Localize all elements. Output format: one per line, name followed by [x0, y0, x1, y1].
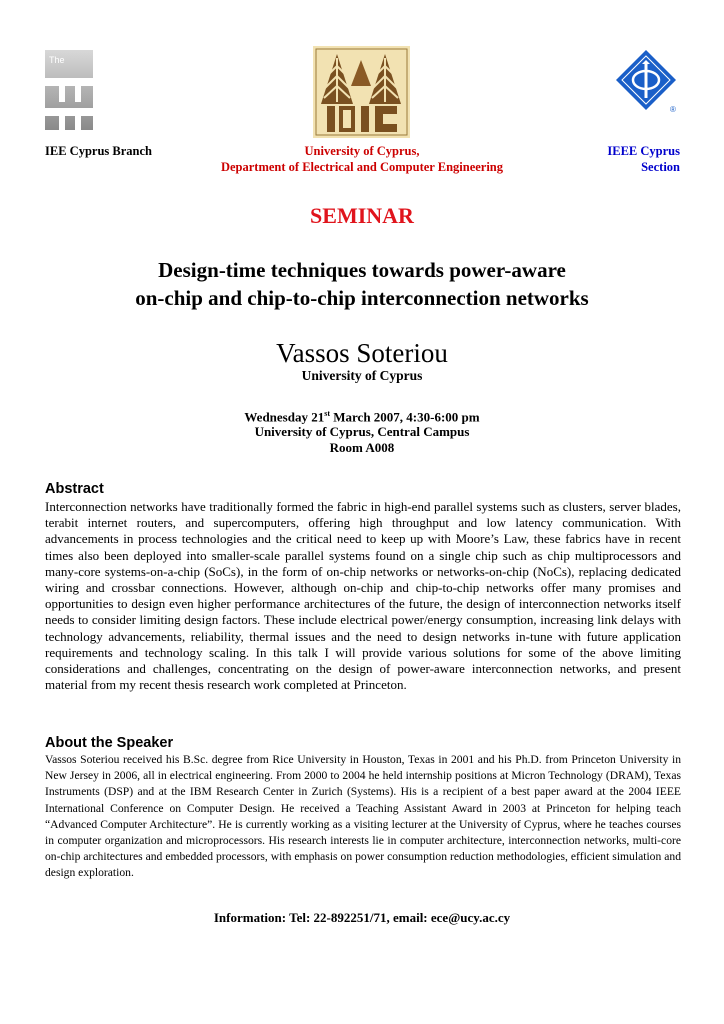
ieee-cyprus: IEEE Cyprus — [607, 144, 680, 158]
title-line-1: Design-time techniques towards power-aware — [158, 258, 566, 282]
contact-information: Information: Tel: 22-892251/71, email: ece@ucy.ac.cy — [213, 910, 511, 925]
ieee-registered-mark: ® — [670, 105, 676, 114]
iee-logo — [45, 50, 93, 130]
seminar-heading: SEMINAR — [310, 203, 414, 228]
about-speaker-heading: About the Speaker — [45, 735, 174, 751]
department-name: Department of Electrical and Computer Engineering — [220, 160, 504, 174]
ieee-section: Section — [641, 160, 680, 174]
university-name: University of Cyprus, — [304, 144, 420, 158]
ieee-logo — [612, 48, 680, 114]
about-speaker-body: Vassos Soteriou received his B.Sc. degree from Rice University in Houston, Texas in 2001 and his Ph.D. from Princeton University in New Jersey in 2006, all in electrical engineering. From 2000 to 2004 he held internship positions at Micron Technology (DRAM), Texas Instruments (DSP) and at the IBM Research Center in Zurich (Systems). His is a recipient of a best paper award at the 2004 IEEE International Conference on Computer Design. He received a Teaching Assistant Award in 2003 at Princeton for helping teach “Advanced Computer Architecture”. He is currently working as a visiting lecturer at the University of Cyprus, where he teaches courses in computer organization and microprocessors. His research interests lie in computer architecture, interconnection networks, multi-core on-chip architectures and embedded processors, with emphasis on power consumption reduction methodologies, efficient simulation and design exploration. — [45, 753, 681, 880]
abstract-body: Interconnection networks have traditionally formed the fabric in high-end parallel systems such as clusters, server blades, terabit internet routers, and supercomputers, offering high throughput and low latency communication. With advancements in process technologies and the critical need to keep up with Moore’s Law, these fabrics have in recent times also been deployed into smaller-scale parallel systems found on a single chip such as chip multiprocessors and many-core systems-on-a-chip (SoCs), in the form of on-chip networks or networks-on-chip (NoCs), replacing dedicated wiring and crossbar connections. However, although on-chip and chip-to-chip networks offer many promises and opportunities to design even higher performance architectures of the future, the design of interconnection networks itself needs to consider limiting design factors. These include electrical power/energy consumption, increasing link delays with technology advancements, reliability, thermal issues and the need to design networks in-tune with future application requirements and technology scaling. In this talk I will provide various solutions for some of the above limiting considerations and challenges, concentrating on the design of power-aware interconnection networks, and present material from my recent thesis research work completed at Princeton. — [45, 499, 681, 693]
speaker-affiliation: University of Cyprus — [301, 368, 423, 383]
iee-cyprus-branch: IEE Cyprus Branch — [45, 144, 152, 158]
event-date: Wednesday 21st March 2007, 4:30-6:00 pm — [244, 409, 480, 425]
seminar-title — [0, 256, 724, 312]
abstract-heading: Abstract — [45, 481, 104, 497]
iee-logo-text: The — [49, 55, 65, 65]
title-line-2: on-chip and chip-to-chip interconnection networks — [135, 286, 589, 310]
event-room: Room A008 — [329, 440, 395, 455]
speaker-name: Vassos Soteriou — [276, 338, 448, 368]
university-of-cyprus-logo — [313, 46, 410, 138]
event-location: University of Cyprus, Central Campus — [254, 424, 470, 439]
